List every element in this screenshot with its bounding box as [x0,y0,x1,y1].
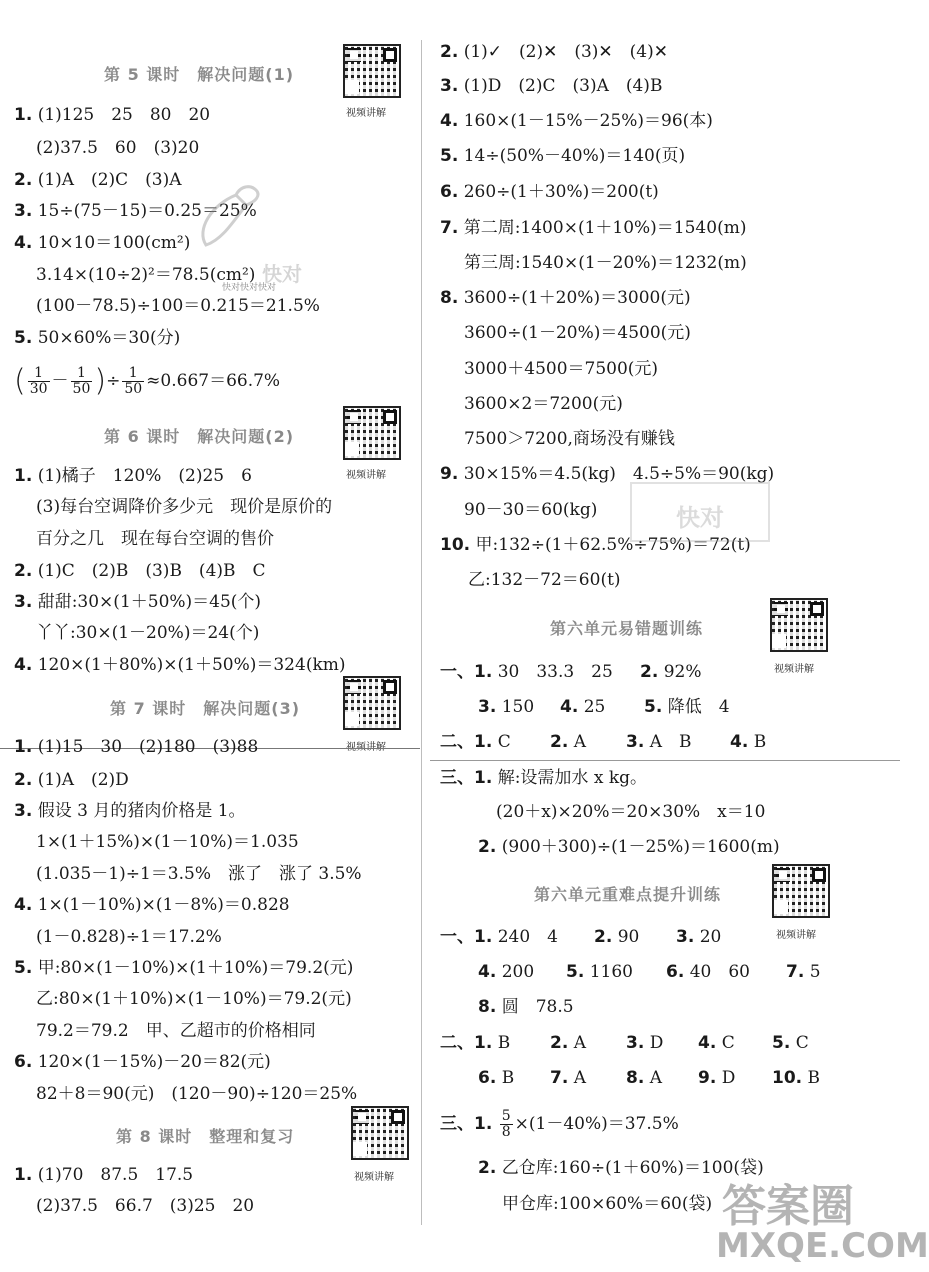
answer: 240 4 [497,927,558,947]
answer: (1－0.828)÷1＝17.2% [36,927,222,947]
answer: C [795,1033,809,1053]
q-num: 6. [14,1052,33,1072]
answer: 圆 78.5 [501,997,574,1017]
answer: 14÷(50%－40%)＝140(页) [463,146,686,166]
q-num: 5. [440,146,459,166]
key-points-title: 第六单元重难点提升训练 [534,885,722,904]
answer: 79.2＝79.2 甲、乙超市的价格相同 [36,1021,316,1041]
qr-caption: 视频讲解 [354,1172,394,1183]
q-num: 6. [666,962,685,982]
qr-code-lesson-7[interactable] [343,676,401,730]
answer: 40 60 [689,962,750,982]
answer: (1)✓ (2)✕ (3)✕ (4)✕ [463,42,669,62]
answer: 5 [809,962,821,982]
q-num: 8. [440,288,459,308]
answer: (1)125 25 80 20 [37,105,211,125]
q-num: 2. [14,561,33,581]
answer: 1×(1－10%)×(1－8%)＝0.828 [37,895,290,915]
answer: (20＋x)×20%＝20×30% x＝10 [496,802,766,822]
answer: 120×(1＋80%)×(1＋50%)＝324(km) [37,655,346,675]
answer: A B [649,732,692,752]
q-num: 4. [440,111,459,131]
q-num: 3. [14,592,33,612]
section-num: 三、 [440,768,474,788]
q-num: 7. [786,962,805,982]
answer: 10×10＝100(cm²) [37,233,191,253]
answer: 20 [699,927,722,947]
answer: (2)37.5 66.7 (3)25 20 [36,1196,255,1216]
answer: 160×(1－15%－25%)＝96(本) [463,111,713,131]
q-num: 2. [14,170,33,190]
section-num: 二、 [440,1033,474,1053]
q-num: 1. [474,927,493,947]
q-num: 2. [550,732,569,752]
answer: 甲:80×(1－10%)×(1＋10%)＝79.2(元) [37,958,354,978]
qr-caption [346,738,386,753]
answer: (1)15 30 (2)180 (3)88 [37,737,259,757]
answer: 3000＋4500＝7500(元) [464,359,659,379]
answer: 15÷(75－15)＝0.25＝25% [37,201,257,221]
qr-code-lesson-5[interactable] [343,44,401,98]
answer: 90－30＝60(kg) [464,500,598,520]
q-num: 1. [14,105,33,125]
answer: (100－78.5)÷100＝0.215＝21.5% [36,296,320,316]
watermark-text: 快对 [676,504,724,532]
section-num: 一、 [440,927,474,947]
q-num: 2. [478,837,497,857]
answer: A [573,732,586,752]
watermark-text: 快对 [262,262,302,286]
q-num: 4. [560,697,579,717]
lesson-7-title: 第 7 课时 解决问题(3) [110,699,301,718]
column-divider [421,40,422,1225]
answer: C [497,732,511,752]
qr-caption: 视频讲解 [346,470,386,481]
answer: 乙:80×(1＋10%)×(1－10%)＝79.2(元) [36,989,352,1009]
answer: (3)每台空调降价多少元 现价是原价的 [36,497,333,517]
answer: 82＋8＝90(元) (120－90)÷120＝25% [36,1084,358,1104]
q-num: 3. [14,201,33,221]
qr-caption: 视频讲解 [776,930,816,941]
qr-code-key-points[interactable] [772,864,830,918]
answer: 260÷(1＋30%)＝200(t) [463,182,659,202]
q-num: 3. [676,927,695,947]
answer: 120×(1－15%)－20＝82(元) [37,1052,271,1072]
answer: 90 [617,927,640,947]
answer: 3600÷(1－20%)＝4500(元) [464,323,691,343]
qr-code-lesson-8[interactable] [351,1106,409,1160]
q-num: 3. [626,1033,645,1053]
answer: D [649,1033,664,1053]
answer: 解:设需加水 x kg。 [497,768,648,788]
answer: C [721,1033,735,1053]
answer: 1160 [589,962,633,982]
answer: 150 [501,697,535,717]
q-num: 4. [14,895,33,915]
q-num: 3. [626,732,645,752]
answer: (1)70 87.5 17.5 [37,1165,194,1185]
q-num: 2. [440,42,459,62]
q-num: 2. [478,1158,497,1178]
answer: D [721,1068,736,1088]
answer: 甲:132÷(1＋62.5%÷75%)＝72(t) [475,535,751,555]
answer: A [649,1068,662,1088]
q-num: 4. [698,1033,717,1053]
q-num: 3. [478,697,497,717]
answer: A [573,1068,586,1088]
answer: B [807,1068,821,1088]
q-num: 3. [14,801,33,821]
q-num: 1. [14,737,33,757]
answer: B [753,732,767,752]
answer: 7500＞7200,商场没有赚钱 [464,429,675,449]
q-num: 1. [474,662,493,682]
answer: (1.035－1)÷1＝3.5% 涨了 涨了 3.5% [36,864,362,884]
qr-code-error-practice[interactable] [770,598,828,652]
q-num: 7. [550,1068,569,1088]
q-num: 2. [14,770,33,790]
lesson-6-title: 第 6 课时 解决问题(2) [104,427,295,446]
answer: 乙仓库:160÷(1＋60%)＝100(袋) [501,1158,764,1178]
q-num: 1. [474,768,493,788]
qr-caption: 视频讲解 [774,664,814,675]
watermark-text: 快对快对快对 [222,283,277,293]
answer: 50×60%＝30(分) [37,328,181,348]
answer: 甲仓库:100×60%＝60(袋) [502,1194,713,1214]
answer: 3600÷(1＋20%)＝3000(元) [463,288,691,308]
q-num: 8. [478,997,497,1017]
answer: (1)C (2)B (3)B (4)B C [37,561,266,581]
answer: 第二周:1400×(1＋10%)＝1540(m) [463,218,747,238]
q-num: 6. [440,182,459,202]
q-num: 1. [474,732,493,752]
q-num: 5. [644,697,663,717]
answer: (2)37.5 60 (3)20 [36,138,200,158]
watermark-logo-url: MXQE.COM [716,1226,929,1266]
qr-code-lesson-6[interactable] [343,406,401,460]
answer: 乙:132－72＝60(t) [468,570,621,590]
answer: 92% [663,662,702,682]
q-num: 10. [440,535,471,555]
answer: (1)A (2)C (3)A [37,170,182,190]
q-num: 1. [14,1165,33,1185]
q-num: 4. [14,233,33,253]
answer: A [573,1033,586,1053]
answer: (1)D (2)C (3)A (4)B [463,76,663,96]
answer: 降低 4 [667,697,730,717]
section-num: 一、 [440,662,474,682]
error-practice-title: 第六单元易错题训练 [550,619,704,638]
q-num: 9. [440,464,459,484]
answer: B [501,1068,515,1088]
q-num: 1. [14,466,33,486]
answer: 第三周:1540×(1－20%)＝1232(m) [464,253,747,273]
q-num: 5. [14,328,33,348]
q-num: 10. [772,1068,803,1088]
q-num: 5. [772,1033,791,1053]
answer: 百分之几 现在每台空调的售价 [36,529,274,549]
q-num: 4. [730,732,749,752]
fraction-expression: ( $\frac{1}{30}$ － $\frac{1}{50}$ )÷ $\frac{1}{50}$ ≈0.667＝66.7% [14,363,281,399]
q-num: 7. [440,218,459,238]
q-num: 2. [594,927,613,947]
lesson-8-title: 第 8 课时 整理和复习 [116,1127,295,1146]
answer: 30×15%＝4.5(kg) 4.5÷5%＝90(kg) [463,464,775,484]
q-num: 3. [440,76,459,96]
q-num: 4. [14,655,33,675]
answer: 3.14×(10÷2)²＝78.5(cm²) [36,265,256,285]
separator-line [430,760,900,761]
answer: B [497,1033,511,1053]
answer: 3600×2＝7200(元) [464,394,623,414]
answer: (1)A (2)D [37,770,129,790]
watermark-logo-text: 答案圈 [722,1181,854,1232]
qr-caption: 视频讲解 [346,108,386,119]
answer: 甜甜:30×(1＋50%)＝45(个) [37,592,262,612]
answer: 假设 3 月的猪肉价格是 1。 [37,801,246,821]
lesson-5-title: 第 5 课时 解决问题(1) [104,65,295,84]
answer: (1)橘子 120% (2)25 6 [37,466,252,486]
fraction-expression: 三、1. $\frac{5}{8}$ ×(1－40%)＝37.5% [440,1108,679,1140]
answer: 1×(1＋15%)×(1－10%)＝1.035 [36,832,299,852]
answer: 30 33.3 25 [497,662,613,682]
q-num: 1. [474,1033,493,1053]
answer: 丫丫:30×(1－20%)＝24(个) [36,623,260,643]
q-num: 6. [478,1068,497,1088]
q-num: 5. [14,958,33,978]
q-num: 2. [640,662,659,682]
q-num: 9. [698,1068,717,1088]
q-num: 4. [478,962,497,982]
answer: 200 [501,962,535,982]
answer: (900＋300)÷(1－25%)＝1600(m) [501,837,780,857]
carrot-mascot-icon [186,180,266,260]
section-num: 二、 [440,732,474,752]
q-num: 5. [566,962,585,982]
q-num: 2. [550,1033,569,1053]
answer: 25 [583,697,606,717]
q-num: 8. [626,1068,645,1088]
